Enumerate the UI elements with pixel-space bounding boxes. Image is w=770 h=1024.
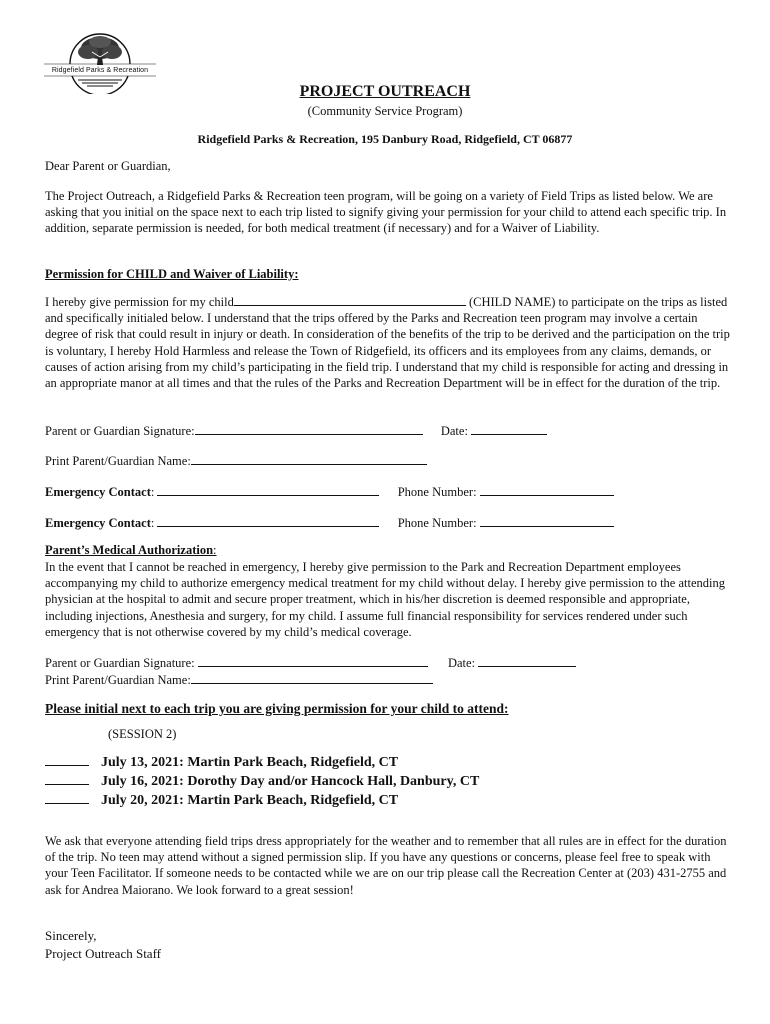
sign-off: Sincerely, [45,928,97,943]
emergency-contact-field[interactable] [157,483,379,496]
trip-initial-field[interactable] [45,771,89,785]
trip-initial-field[interactable] [45,790,89,804]
emergency-contact-colon: : [150,516,155,530]
closing-block [45,927,161,963]
phone-number-label: Phone Number: [397,516,477,530]
trip-label: July 16, 2021: Dorothy Day and/or Hancock Hall, Danbury, CT [101,774,480,789]
trip-row [45,752,398,771]
emergency-contact-label: Emergency Contact [45,516,151,530]
page-subtitle: (Community Service Program) [307,104,463,118]
greeting: Dear Parent or Guardian, [45,159,171,173]
waiver-body: as listed and specifically initialed below. I understand that the trips offered by the Parks and Recreation teen program may involve a certain degree of risk that could result in injury or death. In consideration of the benefits of the trip to be derived and the participation on the trip is voluntary, I hereby Hold Harmless and release the Town of Ridgefield, its officers and its employees from any claims, demands, or causes of action arising from my child’s participating in the field trip. I understand that my child is responsible for acting and dressing in an appropriate manor at all times and that the rules of the Parks and Recreation Department will be in effect for the duration of the trip. [45,295,730,391]
footer-note: We ask that everyone attending field trips dress appropriately for the weather and to remember that all rules are in effect for the duration of the trip. No teen may attend without a signed permission slip. If you have any questions or concerns, please feel free to speak with your Teen Facilitator. If someone needs to be contacted while we are on our trip please call the Recreation Center at (203) 431-2755 and ask for Andrea Maiorano. We look forward to a great session! [45,834,727,897]
trip-row [45,790,398,809]
waiver-paragraph [45,293,730,391]
signature-row-2 [45,654,576,671]
signature-label: Parent or Guardian Signature: [45,656,195,670]
trip-initial-field[interactable] [45,752,89,766]
print-name-row-2 [45,671,433,688]
emergency-contact-row-1 [45,483,614,500]
print-name-row-1 [45,452,427,469]
print-name-label: Print Parent/Guardian Name: [45,454,191,468]
emergency-contact-field[interactable] [157,514,379,527]
print-name-field[interactable] [191,671,433,684]
signature-row-1 [45,422,547,439]
date-label: Date: [447,656,476,670]
print-name-label: Print Parent/Guardian Name: [45,673,191,687]
date-field[interactable] [471,422,547,435]
waiver-line-prefix: I hereby give permission for my child [45,295,234,309]
trip-label: July 20, 2021: Martin Park Beach, Ridgefield, CT [101,793,399,808]
medical-heading-colon: : [213,543,217,557]
intro-paragraph: The Project Outreach, a Ridgefield Parks & Recreation teen program, will be going on a variety of Field Trips as listed below. We are asking that you initial on the space next to each trip listed to signify giving your permission for your child to attend each specific trip. In addition, separate permission is needed, for both medical treatment (if necessary) and for a Waiver of Liability. [45,189,727,236]
child-name-field[interactable] [234,293,466,306]
medical-heading [45,543,217,558]
medical-heading-text: Parent’s Medical Authorization [45,543,214,557]
logo-org-name: Ridgefield Parks & Recreation [51,67,149,74]
date-field[interactable] [478,654,576,667]
phone-number-field[interactable] [480,483,614,496]
date-label: Date: [440,424,468,438]
waiver-heading: Permission for CHILD and Waiver of Liability: [45,267,299,281]
trips-heading: Please initial next to each trip you are giving permission for your child to attend: [45,701,509,716]
phone-number-field[interactable] [480,514,614,527]
phone-number-label: Phone Number: [397,485,477,499]
waiver-line-suffix: (CHILD NAME) to participate on the trips [468,295,684,309]
trip-row [45,771,479,790]
org-address: Ridgefield Parks & Recreation, 195 Danbury Road, Ridgefield, CT 06877 [197,132,573,146]
print-name-field[interactable] [191,452,427,465]
emergency-contact-label: Emergency Contact [45,485,151,499]
medical-paragraph: In the event that I cannot be reached in emergency, I hereby give permission to the Park and Recreation Department employees accompanying my child to authorize emergency medical treatment for my child without delay. I hereby give permission to the attending physician at the hospital to admit and secure proper treatment, which in his/her discretion is deemed responsible and appropriate, including injections, Anesthesia and surgery, for my child. I assume full financial responsibility for services rendered under such emergency that is not otherwise covered by my child’s medical coverage. [45,560,725,639]
trip-label: July 13, 2021: Martin Park Beach, Ridgefield, CT [101,755,399,770]
page-title: PROJECT OUTREACH [299,83,471,100]
signature-field[interactable] [198,654,428,667]
emergency-contact-row-2 [45,514,614,531]
emergency-contact-colon: : [150,485,155,499]
signature-label: Parent or Guardian Signature: [45,424,195,438]
staff-signature: Project Outreach Staff [45,946,161,961]
session-label: (SESSION 2) [108,727,177,741]
signature-field[interactable] [195,422,423,435]
